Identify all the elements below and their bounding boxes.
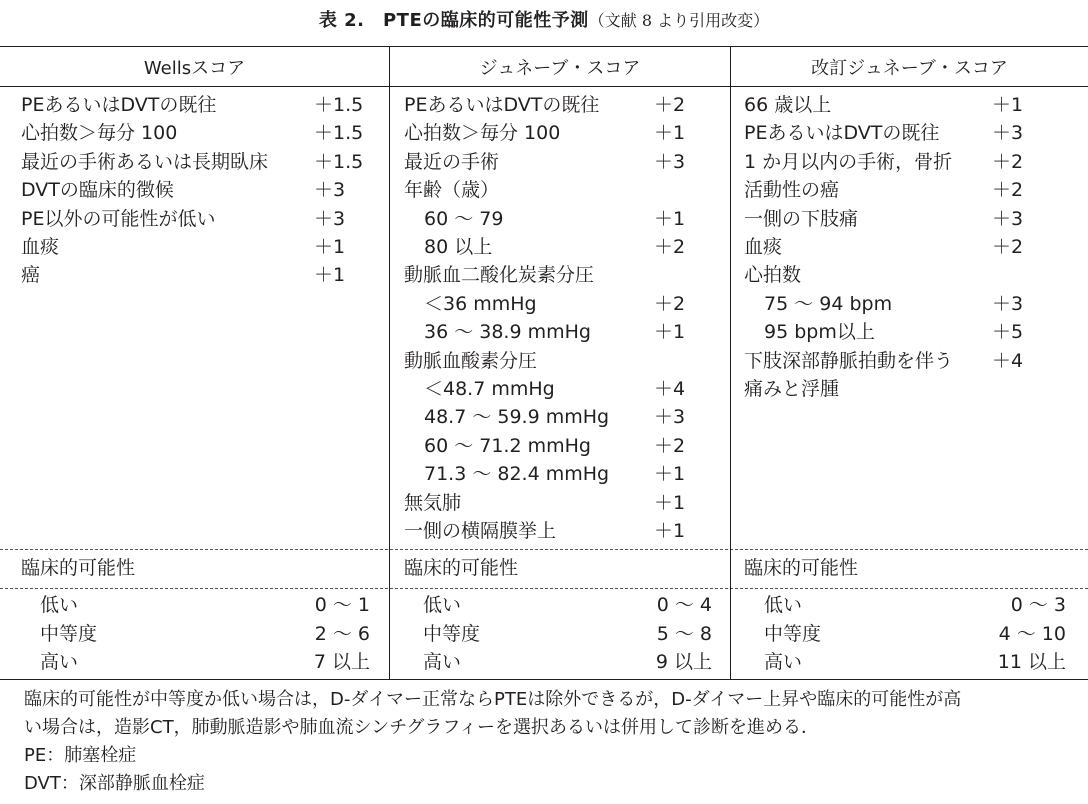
probability-range: 5 〜 8 <box>656 622 712 645</box>
probability-range: 2 〜 6 <box>314 622 370 645</box>
probability-range: 0 〜 3 <box>1010 594 1066 616</box>
probability-range: 0 〜 1 <box>314 594 370 616</box>
criterion-label: 無気肺 <box>404 491 462 514</box>
criterion-label: 癌 <box>21 264 41 287</box>
criterion-points: ＋3 <box>992 122 1024 145</box>
criterion-label: 痛みと浮腫 <box>744 378 840 400</box>
column-divider-1 <box>389 46 390 679</box>
criterion-label: 動脈血二酸化炭素分圧 <box>404 264 595 287</box>
footnote-line-1: 臨床的可能性が中等度か低い場合は，D-ダイマー正常ならPTEは除外できるが，D-ダイマー上昇や臨床的可能性が高 <box>24 689 962 710</box>
criterion-points: ＋5 <box>992 321 1024 344</box>
title-source: （文献 8 より引用改変） <box>588 11 770 30</box>
criterion-label: 75 〜 94 bpm <box>764 292 893 315</box>
header-geneva: ジュネーブ・スコア <box>479 58 641 79</box>
criterion-label: PE以外の可能性が低い <box>21 207 216 230</box>
criterion-points: ＋1 <box>314 264 346 287</box>
criterion-label: 最近の手術 <box>404 150 500 173</box>
criterion-label: 血痰 <box>744 236 783 258</box>
criterion-label: PEあるいはDVTの既往 <box>744 122 940 145</box>
criterion-points: ＋1 <box>654 207 686 230</box>
criterion-label: 60 〜 71.2 mmHg <box>424 434 591 457</box>
rule-prob-dashed-2 <box>0 588 1088 589</box>
footnote-dvt: DVT：深部静脈血栓症 <box>24 773 205 794</box>
column-divider-2 <box>730 46 731 679</box>
footnote-line-2: い場合は，造影CT，肺動脈造影や肺血流シンチグラフィーを選択あるいは併用して診断を進める． <box>24 717 819 738</box>
criterion-label: 心拍数 <box>744 264 802 287</box>
footnote-pe: PE：肺塞栓症 <box>24 745 137 766</box>
probability-range: 11 以上 <box>997 651 1066 673</box>
criterion-label: DVTの臨床的徴候 <box>21 179 174 202</box>
criterion-points: ＋3 <box>314 179 346 202</box>
criterion-label: 71.3 〜 82.4 mmHg <box>424 463 610 486</box>
criterion-points: ＋2 <box>992 150 1024 173</box>
probability-heading: 臨床的可能性 <box>21 557 136 579</box>
criterion-label: PEあるいはDVTの既往 <box>21 94 217 116</box>
probability-level: 中等度 <box>423 622 481 645</box>
criterion-label: 60 〜 79 <box>424 207 504 230</box>
criterion-points: ＋1.5 <box>314 94 364 116</box>
criterion-label: 年齢（歳） <box>404 179 500 202</box>
probability-level: 低い <box>40 594 79 616</box>
table-title <box>0 6 1088 36</box>
criterion-label: 血痰 <box>21 236 60 258</box>
criterion-points: ＋1.5 <box>314 150 364 173</box>
criterion-points: ＋1 <box>654 122 686 145</box>
probability-range: 0 〜 4 <box>656 594 712 616</box>
criterion-label: 36 〜 38.9 mmHg <box>424 321 591 344</box>
criterion-points: ＋1 <box>314 236 346 258</box>
rule-top <box>0 46 1088 47</box>
criterion-points: ＋3 <box>992 292 1024 315</box>
criterion-points: ＋4 <box>992 349 1024 372</box>
criterion-points: ＋3 <box>654 406 686 429</box>
probability-heading: 臨床的可能性 <box>744 557 859 579</box>
criterion-points: ＋1 <box>654 520 686 542</box>
criterion-label: 心拍数＞毎分 100 <box>21 122 178 145</box>
criterion-label: 95 bpm以上 <box>764 321 875 344</box>
probability-heading: 臨床的可能性 <box>404 557 519 579</box>
probability-level: 高い <box>40 651 79 673</box>
criterion-points: ＋1 <box>654 463 686 486</box>
probability-range: 9 以上 <box>655 651 712 673</box>
probability-level: 中等度 <box>764 622 822 645</box>
criterion-label: PEあるいはDVTの既往 <box>404 94 600 116</box>
criterion-label: 動脈血酸素分圧 <box>404 349 538 372</box>
criterion-label: 80 以上 <box>424 236 493 258</box>
probability-level: 低い <box>423 594 462 616</box>
criterion-points: ＋4 <box>654 378 686 400</box>
header-revised-geneva: 改訂ジュネーブ・スコア <box>811 58 1008 79</box>
header-wells: Wellsスコア <box>143 58 246 79</box>
criterion-points: ＋1 <box>654 321 686 344</box>
probability-level: 中等度 <box>40 622 98 645</box>
probability-range: 4 〜 10 <box>998 622 1066 645</box>
criterion-label: 48.7 〜 59.9 mmHg <box>424 406 610 429</box>
probability-level: 高い <box>423 651 462 673</box>
criterion-label: 活動性の癌 <box>744 179 840 202</box>
criterion-points: ＋2 <box>654 292 686 315</box>
probability-level: 高い <box>764 651 803 673</box>
criterion-label: 最近の手術あるいは長期臥床 <box>21 150 269 173</box>
probability-range: 7 以上 <box>313 651 370 673</box>
criterion-label: 一側の下肢痛 <box>744 207 859 230</box>
title-main: 表 2. PTEの臨床的可能性予測 <box>318 10 589 31</box>
criterion-points: ＋2 <box>654 94 686 116</box>
criterion-label: ＜48.7 mmHg <box>424 378 555 400</box>
criterion-points: ＋3 <box>992 207 1024 230</box>
criterion-label: 心拍数＞毎分 100 <box>404 122 561 145</box>
criterion-points: ＋1 <box>992 94 1024 116</box>
criterion-label: ＜36 mmHg <box>424 292 537 315</box>
criterion-points: ＋1.5 <box>314 122 364 145</box>
criterion-label: 1 か月以内の手術，骨折 <box>744 150 953 173</box>
criterion-label: 66 歳以上 <box>744 94 832 116</box>
criterion-points: ＋2 <box>992 236 1024 258</box>
criterion-points: ＋2 <box>992 179 1024 202</box>
rule-bottom <box>0 679 1088 680</box>
rule-prob-dashed <box>0 549 1088 550</box>
criterion-points: ＋3 <box>654 150 686 173</box>
rule-header <box>0 86 1088 87</box>
criterion-points: ＋2 <box>654 434 686 457</box>
criterion-label: 一側の横隔膜挙上 <box>404 520 557 542</box>
criterion-points: ＋1 <box>654 491 686 514</box>
criterion-points: ＋2 <box>654 236 686 258</box>
probability-level: 低い <box>764 594 803 616</box>
criterion-label: 下肢深部静脈拍動を伴う <box>744 349 954 372</box>
criterion-points: ＋3 <box>314 207 346 230</box>
